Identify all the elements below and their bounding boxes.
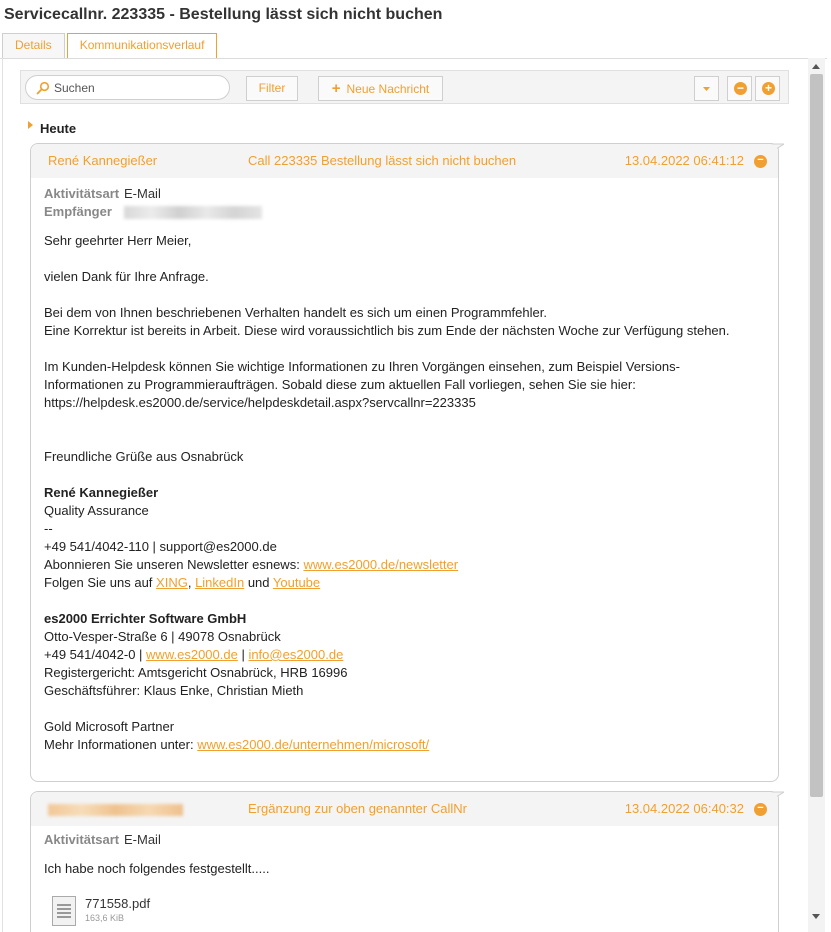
signature-name: René Kannegießer (44, 485, 159, 500)
body-line: Eine Korrektur ist bereits in Arbeit. Diese wird voraussichtlich bis zum Ende der nächsten Woche zur Verfügung stehen. (44, 323, 730, 338)
tab-kommunikationsverlauf[interactable]: Kommunikationsverlauf (67, 33, 218, 59)
body-closing: Freundliche Grüße aus Osnabrück (44, 449, 244, 464)
body-line: Im Kunden-Helpdesk können Sie wichtige Informationen zu Ihren Vorgängen einsehen, zum Beispiel Versions- (44, 359, 680, 374)
message-body (44, 860, 774, 878)
follow-and: und (244, 575, 273, 590)
message-subject: Call 223335 Bestellung lässt sich nicht buchen (248, 153, 517, 168)
linkedin-link[interactable]: LinkedIn (195, 575, 245, 590)
follow-text: Folgen Sie uns auf (44, 575, 157, 590)
recipient-row (44, 204, 262, 219)
collapse-all-button[interactable] (727, 76, 752, 101)
signature-separator: -- (44, 521, 53, 536)
company-phone: +49 541/4042-0 | (44, 647, 147, 662)
message-sender: René Kannegießer (48, 153, 158, 168)
follow-line (44, 574, 774, 592)
day-group-header[interactable] (32, 121, 76, 136)
plus-icon: + (331, 80, 341, 97)
body-text: Ich habe noch folgendes festgestellt..... (44, 861, 270, 876)
activity-label: Aktivitätsart (44, 186, 120, 201)
day-group-label: Heute (40, 121, 77, 136)
message-sender-redacted (48, 801, 183, 816)
website-link[interactable]: www.es2000.de (146, 647, 238, 662)
xing-link[interactable]: XING (156, 575, 188, 590)
message-date: 13.04.2022 06:41:12 (624, 153, 744, 168)
message-card (30, 143, 779, 782)
pdf-file-icon (52, 896, 76, 926)
company-contact-line (44, 646, 774, 664)
activity-row (44, 186, 161, 201)
filter-button[interactable]: Filter (246, 76, 298, 101)
follow-comma: , (187, 575, 196, 590)
activity-value: E-Mail (124, 832, 161, 847)
message-date: 13.04.2022 06:40:32 (624, 801, 744, 816)
scroll-up-arrow-icon[interactable] (812, 64, 820, 69)
sender-blur (48, 804, 183, 816)
message-header[interactable] (31, 792, 778, 826)
helpdesk-url: https://helpdesk.es2000.de/service/helpdeskdetail.aspx?servcallnr=223335 (44, 395, 476, 410)
new-message-button[interactable] (318, 76, 443, 101)
recipient-label: Empfänger (44, 204, 112, 219)
body-greeting: Sehr geehrter Herr Meier, (44, 233, 192, 248)
signature-contact: +49 541/4042-110 | support@es2000.de (44, 539, 277, 554)
activity-value: E-Mail (124, 186, 161, 201)
search-box[interactable] (25, 75, 230, 100)
activity-label: Aktivitätsart (44, 832, 120, 847)
company-address: Otto-Vesper-Straße 6 | 49078 Osnabrück (44, 629, 281, 644)
expand-triangle-icon (28, 121, 33, 129)
company-name: es2000 Errichter Software GmbH (44, 611, 247, 626)
contact-separator: | (237, 647, 249, 662)
partner-line: Gold Microsoft Partner (44, 719, 175, 734)
expand-all-button[interactable] (755, 76, 780, 101)
signature-role: Quality Assurance (44, 503, 149, 518)
vertical-scrollbar[interactable] (808, 58, 825, 932)
search-icon (36, 81, 50, 95)
more-info-text: Mehr Informationen unter: (44, 737, 198, 752)
company-managers: Geschäftsführer: Klaus Enke, Christian Mieth (44, 683, 304, 698)
body-line: Bei dem von Ihnen beschriebenen Verhalten handelt es sich um einen Programmfehler. (44, 305, 547, 320)
company-register: Registergericht: Amtsgericht Osnabrück, HRB 16996 (44, 665, 348, 680)
minus-circle-icon: − (734, 82, 747, 95)
search-input[interactable] (54, 79, 222, 97)
page-title: Servicecallnr. 223335 - Bestellung lässt sich nicht buchen (4, 6, 443, 23)
body-thanks: vielen Dank für Ihre Anfrage. (44, 269, 209, 284)
message-body (44, 232, 774, 754)
collapse-message-icon[interactable]: − (754, 803, 767, 816)
dropdown-button[interactable] (694, 76, 719, 101)
plus-circle-icon: + (762, 82, 775, 95)
message-header[interactable] (31, 144, 778, 178)
attachment-name[interactable]: 771558.pdf (85, 896, 151, 911)
attachment-size: 163,6 KiB (85, 913, 125, 923)
scroll-down-arrow-icon[interactable] (812, 914, 820, 919)
newsletter-text: Abonnieren Sie unseren Newsletter esnews: (44, 557, 304, 572)
tab-bar (2, 33, 219, 58)
body-line: Informationen zu Programmieraufträgen. Sobald diese zum aktuellen Fall vorliegen, sehen Sie sie hier: (44, 377, 636, 392)
scroll-thumb[interactable] (810, 74, 823, 797)
newsletter-link[interactable]: www.es2000.de/newsletter (303, 557, 459, 572)
collapse-message-icon[interactable]: − (754, 155, 767, 168)
info-mail-link[interactable]: info@es2000.de (248, 647, 344, 662)
more-info-line (44, 736, 774, 754)
tab-details[interactable]: Details (2, 33, 65, 58)
new-message-label: Neue Nachricht (346, 82, 430, 96)
message-card (30, 791, 779, 932)
activity-row (44, 832, 161, 847)
youtube-link[interactable]: Youtube (272, 575, 321, 590)
recipient-redacted (124, 206, 262, 219)
newsletter-line (44, 556, 774, 574)
message-subject: Ergänzung zur oben genannter CallNr (248, 801, 467, 816)
microsoft-link[interactable]: www.es2000.de/unternehmen/microsoft/ (197, 737, 430, 752)
toolbar (20, 70, 789, 104)
chevron-down-icon (695, 77, 718, 100)
